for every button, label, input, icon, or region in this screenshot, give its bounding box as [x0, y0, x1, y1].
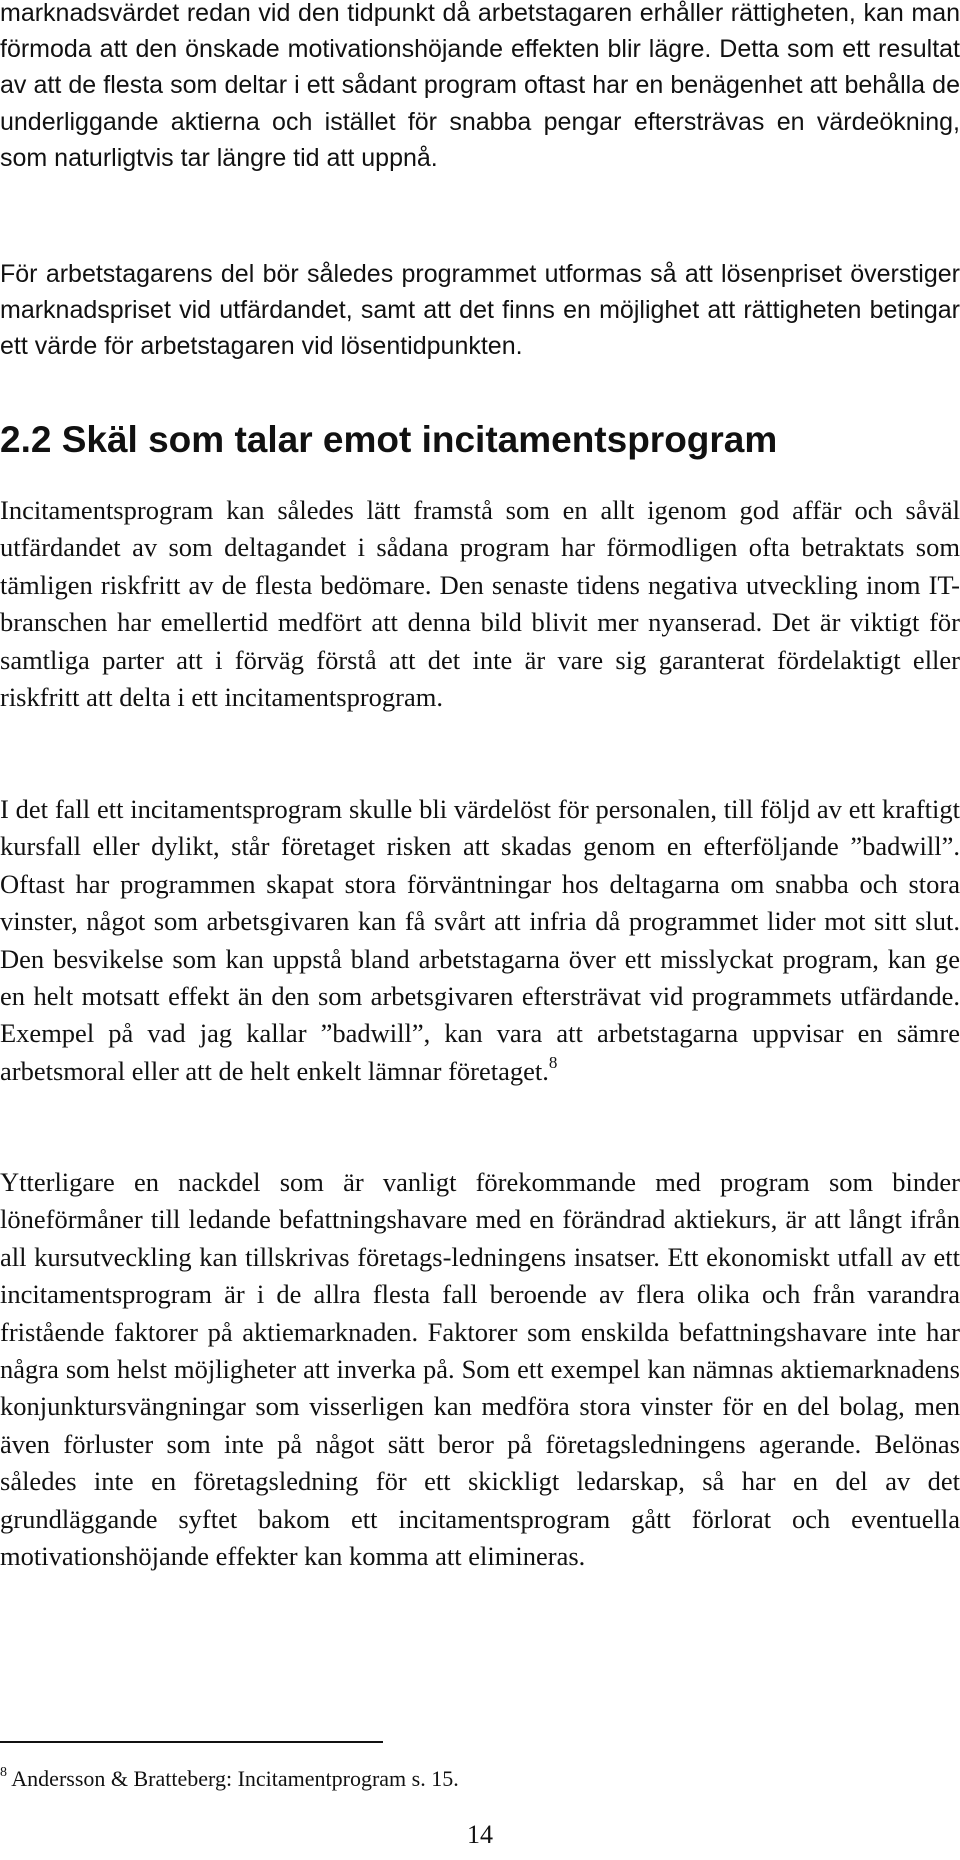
- paragraph-reasons-against: Incitamentsprogram kan således lätt framstå som en allt igenom god affär och såväl utfärdandet av som deltagandet i sådana program har förmodligen ofta betraktats som tämligen riskfritt av de flesta bedömare. Den senaste tidens negativa utveckling inom IT-branschen har emellertid medfört att denna bild blivit mer nyanserad. Det är viktigt för samtliga parter att i förväg förstå att det inte är vare sig garanterat fördelaktigt eller riskfritt att delta i ett incitamentsprogram.: [0, 495, 960, 713]
- footnote-divider: [0, 1741, 383, 1743]
- section-heading: 2.2 Skäl som talar emot incitamentsprogram: [0, 419, 778, 460]
- footnote-reference[interactable]: 8: [548, 1052, 558, 1072]
- page-number: 14: [467, 1820, 493, 1849]
- footnote: [0, 1764, 459, 1794]
- paragraph-badwill-text: I det fall ett incitamentsprogram skulle bli värdelöst för personalen, till följd av ett kraftigt kursfall eller dylikt, står företaget risken att skadas genom en efterföljande ”badwill”. Oftast har programmen skapat stora förväntningar hos deltagarna om snabba och stora vinster, något som arbetsgivaren kan få svårt att infria då programmet lider mot sitt slut. Den besvikelse som kan uppstå bland arbetstagarna över ett misslyckat program, kan ge en helt motsatt effekt än den som arbetsgivaren eftersträvat vid programmets utfärdande. Exempel på vad jag kallar ”badwill”, kan vara att arbetstagarna uppvisar en sämre arbetsmoral eller att de helt enkelt lämnar företaget.: [0, 794, 960, 1086]
- footnote-number: 8: [0, 1765, 7, 1780]
- paragraph-further-disadvantage: Ytterligare en nackdel som är vanligt förekommande med program som binder löneförmåner till ledande befattningshavare med en förändrad aktiekurs, är att långt ifrån all kursutveckling kan tillskrivas företags-ledningens insatser. Ett ekonomiskt utfall av ett incitamentsprogram är i de allra flesta fall beroende av flera olika och från varandra fristående faktorer på aktiemarknaden. Faktorer som enskilda befattningshavare inte har några som helst möjligheter att inverka på. Som ett exempel kan nämnas aktiemarknadens konjunktursvängningar som visserligen kan medföra stora vinster för en del bolag, men även förluster som inte på något sätt beror på företagsledningens agerande. Belönas således inte en företagsledning för ett skickligt ledarskap, så har en del av det grundläggande syftet bakom ett incitamentsprogram gått förlorat och eventuella motivationshöjande effekter kan komma att elimineras.: [0, 1167, 960, 1572]
- footnote-text: Andersson & Bratteberg: Incitamentprogram s. 15.: [11, 1766, 459, 1791]
- paragraph-employee-design: För arbetstagarens del bör således programmet utformas så att lösenpriset överstiger marknadspriset vid utfärdandet, samt att det finns en möjlighet att rättigheten betingar ett värde för arbetstagaren vid lösentidpunkten.: [0, 260, 960, 361]
- paragraph-intro-continuation: marknadsvärdet redan vid den tidpunkt då arbetstagaren erhåller rättigheten, kan man förmoda att den önskade motivationshöjande effekten blir lägre. Detta som ett resultat av att de flesta som deltar i ett sådant program oftast har en benägenhet att behålla de underliggande aktierna och istället för snabba pengar eftersträvas en värdeökning, som naturligtvis tar längre tid att uppnå.: [0, 0, 960, 172]
- paragraph-badwill: [0, 791, 960, 1090]
